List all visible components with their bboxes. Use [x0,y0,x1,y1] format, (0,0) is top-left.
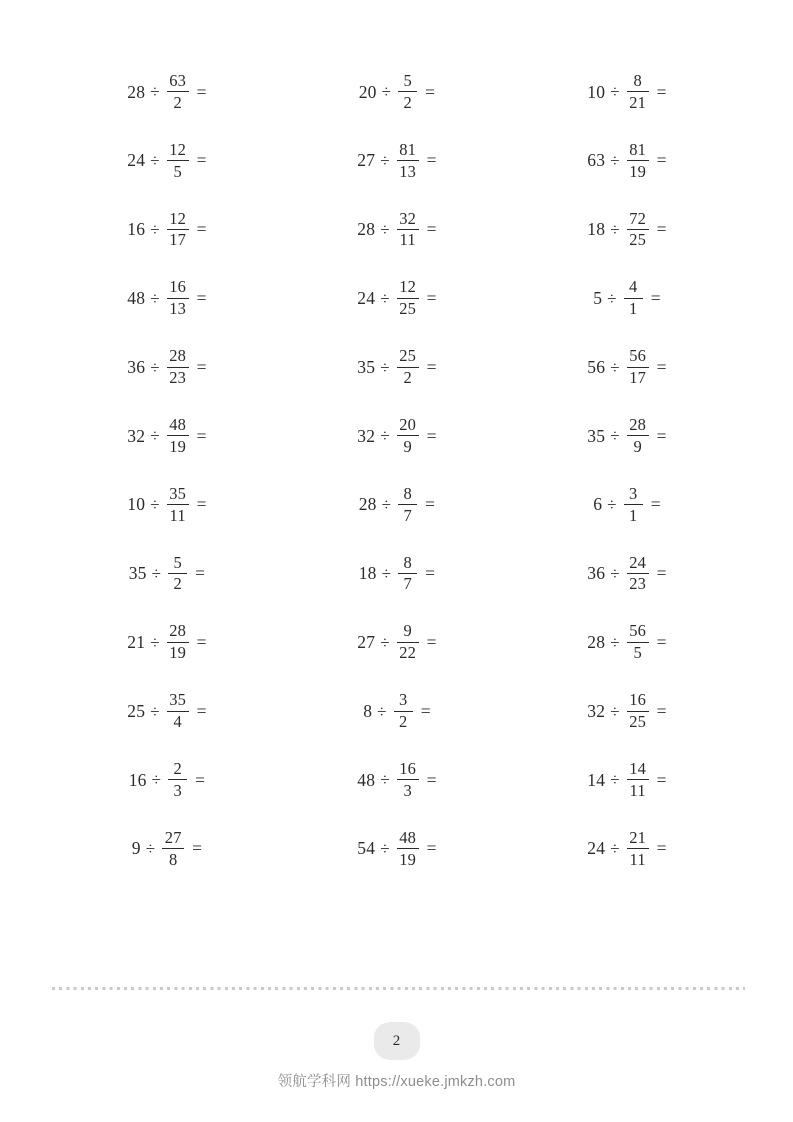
equals-sign: = [420,700,431,721]
fraction-denominator: 3 [403,780,412,800]
dividend: 28 [358,494,377,515]
fraction-denominator: 25 [629,712,647,732]
fraction-bar [397,848,419,849]
divide-icon: ÷ [381,82,392,102]
fraction-numerator: 5 [403,71,412,91]
dividend: 14 [587,769,606,790]
fraction-denominator: 23 [629,574,647,594]
fraction [397,622,419,662]
fraction-denominator: 19 [629,161,647,181]
fraction [627,691,649,731]
equals-sign: = [426,425,437,446]
dividend: 36 [587,563,606,584]
footer-divider [52,987,745,990]
fraction-bar [162,848,184,849]
fraction [627,829,649,869]
fraction [627,416,649,456]
fraction [627,622,649,662]
fraction-numerator: 14 [629,759,647,779]
equals-sign: = [195,769,206,790]
problem-expression [587,554,666,594]
fraction [397,829,419,869]
fraction [397,760,419,800]
fraction [167,485,189,525]
equals-sign: = [196,700,207,721]
fraction [624,278,643,318]
problem-expression [357,829,436,869]
fraction-denominator: 9 [633,436,642,456]
problem-expression [357,761,436,801]
fraction [627,554,649,594]
problem-item [512,333,742,402]
divide-icon: ÷ [380,151,390,171]
dividend: 36 [127,356,146,377]
problem-expression [127,141,206,181]
fraction-numerator: 72 [629,208,647,228]
dividend: 10 [127,494,146,515]
dividend: 27 [357,632,376,653]
problem-expression [587,761,666,801]
equals-sign: = [196,81,207,102]
fraction-numerator: 21 [629,827,647,847]
divide-icon: ÷ [381,495,392,515]
fraction-denominator: 11 [169,505,186,525]
fraction-numerator: 25 [399,346,417,366]
watermark-text: 领航学科网 https://xueke.jmkzh.com [277,1074,516,1090]
divide-icon: ÷ [610,632,620,652]
dividend: 63 [587,150,606,171]
fraction [167,416,189,456]
equals-sign: = [425,494,436,515]
equals-sign: = [196,494,207,515]
dividend: 16 [127,219,146,240]
fraction-numerator: 8 [403,552,412,572]
problem-expression [587,829,666,869]
equals-sign: = [656,356,667,377]
problem-expression [357,348,436,388]
dividend: 28 [127,81,146,102]
problem-item [512,196,742,265]
fraction-denominator: 17 [629,368,647,388]
fraction [167,141,189,181]
problem-item [512,471,742,540]
problem-expression [587,623,666,663]
divide-icon: ÷ [380,632,390,652]
divide-icon: ÷ [150,82,160,102]
divide-icon: ÷ [380,839,390,859]
problem-item [52,196,282,265]
fraction-denominator: 11 [629,849,646,869]
fraction-numerator: 12 [399,277,417,297]
fraction [167,622,189,662]
fraction [162,829,184,869]
equals-sign: = [426,838,437,859]
problem-item [512,677,742,746]
fraction-numerator: 8 [403,483,412,503]
problem-expression [357,141,436,181]
problem-expression [357,279,436,319]
divide-icon: ÷ [610,82,620,102]
problem-expression [127,623,206,663]
fraction-denominator: 11 [629,780,646,800]
fraction-denominator: 1 [628,505,638,525]
fraction [394,691,413,731]
fraction-numerator: 63 [169,71,187,91]
divide-icon: ÷ [380,219,390,239]
dividend: 35 [357,356,376,377]
equals-sign: = [656,769,667,790]
equals-sign: = [426,150,437,171]
divide-icon: ÷ [377,701,387,721]
divide-icon: ÷ [610,701,620,721]
problem-item [52,608,282,677]
fraction-numerator: 8 [633,71,642,91]
fraction [624,485,643,525]
divide-icon: ÷ [610,563,620,583]
problem-item [512,540,742,609]
equals-sign: = [426,769,437,790]
dividend: 18 [358,563,377,584]
problem-item [52,677,282,746]
fraction [398,485,417,525]
fraction-denominator: 5 [633,643,642,663]
divide-icon: ÷ [610,151,620,171]
fraction-denominator: 19 [399,849,417,869]
problem-expression [127,692,206,732]
dividend: 32 [127,425,146,446]
problem-item [512,815,742,884]
problem-item [52,471,282,540]
dividend: 18 [587,219,606,240]
dividend: 20 [358,81,377,102]
problem-item [52,746,282,815]
fraction [167,278,189,318]
divide-icon: ÷ [380,288,390,308]
problem-item [282,196,512,265]
problem-item [52,127,282,196]
fraction-numerator: 20 [399,415,417,435]
fraction-numerator: 35 [169,690,187,710]
divide-icon: ÷ [610,839,620,859]
fraction [167,210,189,250]
fraction-denominator: 19 [169,643,187,663]
problem-item [512,264,742,333]
fraction-denominator: 4 [173,712,182,732]
equals-sign: = [196,288,207,309]
fraction-numerator: 3 [398,690,408,710]
problem-item [282,540,512,609]
fraction-denominator: 25 [629,230,647,250]
fraction [168,760,187,800]
fraction-denominator: 1 [628,299,638,319]
equals-sign: = [656,700,667,721]
problem-expression [593,485,661,525]
fraction-denominator: 19 [169,436,187,456]
problem-expression [359,485,436,525]
divide-icon: ÷ [610,770,620,790]
fraction-numerator: 16 [629,690,647,710]
equals-sign: = [195,563,206,584]
problem-expression [357,417,436,457]
fraction-numerator: 12 [169,139,187,159]
dividend: 25 [127,700,146,721]
fraction [398,554,417,594]
problem-grid [52,58,742,884]
dividend: 48 [357,769,376,790]
fraction-numerator: 81 [629,139,647,159]
fraction-numerator: 28 [629,415,647,435]
divide-icon: ÷ [150,219,160,239]
dividend: 32 [587,700,606,721]
problem-expression [587,417,666,457]
divide-icon: ÷ [607,495,617,515]
problem-expression [132,829,202,869]
equals-sign: = [196,150,207,171]
dividend: 21 [127,632,146,653]
divide-icon: ÷ [151,563,162,583]
fraction [167,691,189,731]
fraction [167,72,189,112]
fraction [627,141,649,181]
fraction-numerator: 35 [169,483,187,503]
equals-sign: = [426,356,437,377]
fraction [397,416,419,456]
dividend: 24 [357,288,376,309]
divide-icon: ÷ [151,770,162,790]
problem-item [512,402,742,471]
dividend: 24 [127,150,146,171]
dividend: 8 [363,700,373,721]
divide-icon: ÷ [150,357,160,377]
dividend: 28 [587,632,606,653]
divide-icon: ÷ [380,426,390,446]
fraction-numerator: 9 [403,621,412,641]
problem-expression [127,417,206,457]
divide-icon: ÷ [610,426,620,446]
problem-expression [129,554,206,594]
fraction-numerator: 4 [628,277,638,297]
fraction [627,210,649,250]
problem-expression [359,73,436,113]
divide-icon: ÷ [610,357,620,377]
equals-sign: = [656,563,667,584]
divide-icon: ÷ [150,426,160,446]
problem-item [52,402,282,471]
equals-sign: = [426,219,437,240]
problem-expression [359,554,436,594]
equals-sign: = [425,563,436,584]
dividend: 35 [587,425,606,446]
fraction-numerator: 48 [399,827,417,847]
problem-expression [587,210,666,250]
fraction [398,72,417,112]
equals-sign: = [196,356,207,377]
fraction-denominator: 2 [398,712,408,732]
fraction-denominator: 2 [173,92,182,112]
equals-sign: = [196,425,207,446]
problem-item [512,58,742,127]
dividend: 6 [593,494,603,515]
divide-icon: ÷ [150,151,160,171]
fraction-denominator: 2 [403,92,412,112]
problem-expression [593,279,661,319]
fraction-denominator: 22 [399,643,417,663]
equals-sign: = [656,219,667,240]
equals-sign: = [656,81,667,102]
divide-icon: ÷ [150,495,160,515]
divide-icon: ÷ [381,563,392,583]
problem-expression [127,348,206,388]
equals-sign: = [656,632,667,653]
equals-sign: = [656,150,667,171]
dividend: 16 [128,769,147,790]
divide-icon: ÷ [607,288,617,308]
problem-item [512,746,742,815]
equals-sign: = [192,838,203,859]
problem-expression [587,141,666,181]
page-number-badge [374,1022,420,1060]
fraction-denominator: 8 [168,849,178,869]
fraction-bar [627,848,649,849]
problem-item [282,264,512,333]
fraction-denominator: 21 [629,92,647,112]
fraction-denominator: 2 [173,574,182,594]
problem-item [52,815,282,884]
fraction [397,347,419,387]
fraction-denominator: 13 [399,161,417,181]
problem-item [52,58,282,127]
problem-item [512,127,742,196]
problem-expression [587,348,666,388]
page-number-label: 2 [392,1032,401,1049]
fraction-denominator: 7 [403,574,412,594]
divide-icon: ÷ [380,357,390,377]
fraction [168,554,187,594]
dividend: 24 [587,838,606,859]
problem-item [282,677,512,746]
fraction-numerator: 3 [628,483,638,503]
fraction-denominator: 17 [169,230,187,250]
fraction-numerator: 32 [399,208,417,228]
divide-icon: ÷ [150,632,160,652]
dividend: 27 [357,150,376,171]
fraction-numerator: 16 [169,277,187,297]
fraction-denominator: 2 [403,368,412,388]
dividend: 5 [593,288,603,309]
problem-expression [127,485,206,525]
fraction-numerator: 56 [629,621,647,641]
fraction-numerator: 81 [399,139,417,159]
problem-item [282,402,512,471]
equals-sign: = [650,288,661,309]
problem-item [282,58,512,127]
fraction-denominator: 5 [173,161,182,181]
equals-sign: = [656,425,667,446]
problem-expression [357,210,436,250]
equals-sign: = [650,494,661,515]
dividend: 35 [128,563,147,584]
problem-item [52,540,282,609]
fraction-denominator: 7 [403,505,412,525]
fraction-numerator: 28 [169,621,187,641]
fraction-numerator: 28 [169,346,187,366]
divide-icon: ÷ [610,219,620,239]
equals-sign: = [656,838,667,859]
dividend: 32 [357,425,376,446]
divide-icon: ÷ [380,770,390,790]
divide-icon: ÷ [150,288,160,308]
fraction-denominator: 25 [399,299,417,319]
problem-item [52,264,282,333]
problem-item [282,608,512,677]
dividend: 28 [357,219,376,240]
equals-sign: = [425,81,436,102]
problem-expression [587,692,666,732]
problem-expression [357,623,436,663]
fraction [397,141,419,181]
problem-item [282,815,512,884]
fraction-denominator: 3 [173,780,182,800]
fraction-numerator: 56 [629,346,647,366]
equals-sign: = [196,219,207,240]
equals-sign: = [426,632,437,653]
fraction-numerator: 48 [169,415,187,435]
fraction-denominator: 11 [399,230,416,250]
fraction [397,210,419,250]
fraction [627,760,649,800]
fraction-numerator: 5 [173,552,182,572]
fraction-numerator: 2 [173,759,182,779]
fraction-numerator: 12 [169,208,187,228]
dividend: 56 [587,356,606,377]
problem-item [282,471,512,540]
problem-expression [587,73,666,113]
fraction-numerator: 16 [399,759,417,779]
divide-icon: ÷ [145,839,156,859]
fraction-numerator: 27 [164,827,182,847]
dividend: 10 [587,81,606,102]
fraction-denominator: 23 [169,368,187,388]
fraction-denominator: 13 [169,299,187,319]
fraction [627,347,649,387]
fraction-numerator: 24 [629,552,647,572]
fraction [167,347,189,387]
problem-item [52,333,282,402]
problem-item [282,746,512,815]
problem-item [282,127,512,196]
problem-expression [127,73,206,113]
fraction-denominator: 9 [403,436,412,456]
problem-item [512,608,742,677]
problem-expression [127,279,206,319]
dividend: 54 [357,838,376,859]
problem-expression [363,692,431,732]
equals-sign: = [426,288,437,309]
dividend: 48 [127,288,146,309]
problem-item [282,333,512,402]
dividend: 9 [131,838,141,859]
problem-expression [129,761,206,801]
fraction [627,72,649,112]
fraction [397,278,419,318]
problem-expression [127,210,206,250]
divide-icon: ÷ [150,701,160,721]
equals-sign: = [196,632,207,653]
